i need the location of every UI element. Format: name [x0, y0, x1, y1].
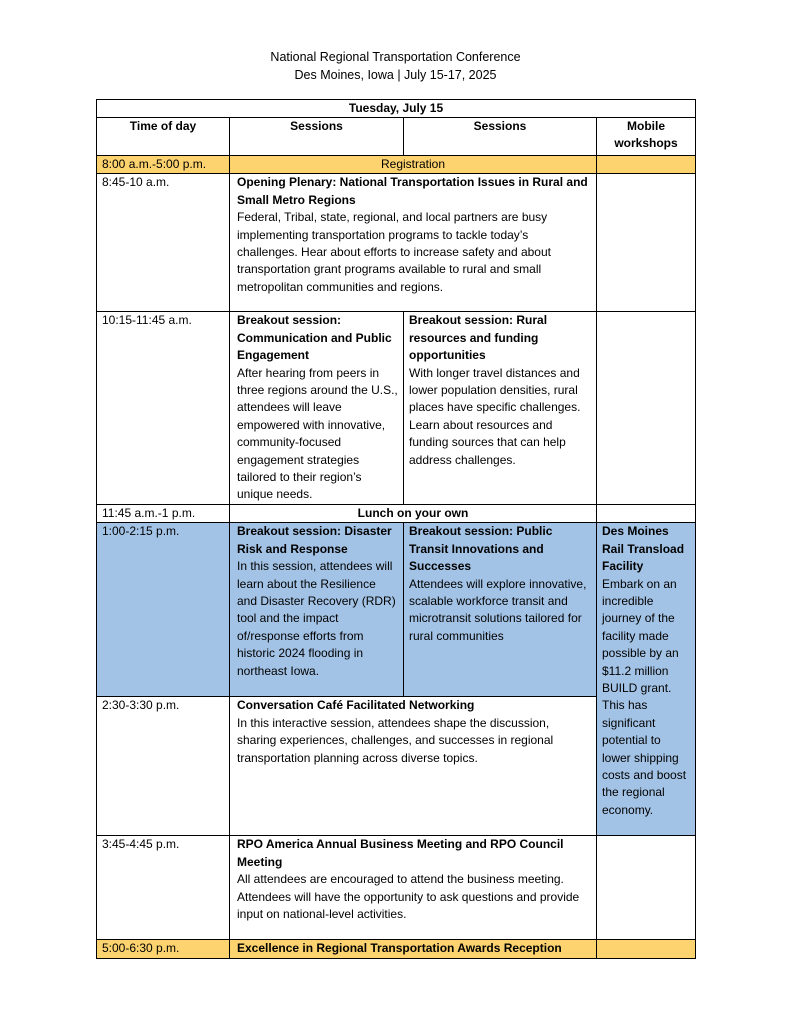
- col-header-sessions-1: Sessions: [230, 118, 404, 156]
- time-cell: 8:00 a.m.-5:00 p.m.: [97, 156, 230, 174]
- time-cell: 10:15-11:45 a.m.: [97, 312, 230, 504]
- empty-workshop-cell: [597, 174, 696, 312]
- column-header-row: [97, 118, 696, 156]
- col-header-sessions-2: Sessions: [404, 118, 597, 156]
- time-cell: 8:45-10 a.m.: [97, 174, 230, 312]
- workshop-title: Des Moines Rail Transload Facility: [602, 524, 685, 574]
- col-header-time: Time of day: [97, 118, 230, 156]
- opening-plenary-row: [97, 174, 696, 312]
- lunch-row: [97, 504, 696, 522]
- time-cell: 11:45 a.m.-1 p.m.: [97, 504, 230, 522]
- empty-workshop-cell: [597, 504, 696, 522]
- conference-location-dates: Des Moines, Iowa | July 15-17, 2025: [294, 68, 497, 82]
- time-cell: 2:30-3:30 p.m.: [97, 697, 230, 836]
- session-description: After hearing from peers in three regions around the U.S., attendees will leave empowered with innovative, community-focused engagement strategies tailored to their region’s unique needs.: [237, 365, 398, 502]
- time-cell: 3:45-4:45 p.m.: [97, 836, 230, 940]
- session-description: Attendees will explore innovative, scalable workforce transit and microtransit solutions tailored for rural communities: [409, 576, 587, 643]
- registration-title: Registration: [230, 156, 597, 174]
- session-title: Breakout session: Rural resources and funding opportunities: [409, 313, 548, 363]
- day-header-row: [97, 100, 696, 118]
- session-cell: [230, 174, 597, 312]
- breakout-2-row: [97, 523, 696, 697]
- session-title: Breakout session: Disaster Risk and Response: [237, 524, 392, 556]
- empty-workshop-cell: [597, 156, 696, 174]
- session-title: Opening Plenary: National Transportation Issues in Rural and Small Metro Regions: [237, 175, 588, 207]
- session-description: With longer travel distances and lower population densities, rural places have specific challenges. Learn about resources and funding sources that can help address challenges.: [409, 365, 581, 467]
- session-description: In this session, attendees will learn about the Resilience and Disaster Recovery (RDR) tool and the impact of/response efforts from historic 2024 flooding in northeast Iowa.: [237, 559, 396, 678]
- registration-row: [97, 156, 696, 174]
- time-cell: 5:00-6:30 p.m.: [97, 940, 230, 958]
- awards-row: [97, 940, 696, 958]
- schedule-table: [96, 99, 696, 959]
- col-header-mobile-workshops: Mobile workshops: [597, 118, 696, 156]
- time-cell: 1:00-2:15 p.m.: [97, 523, 230, 697]
- session-cell: [230, 697, 597, 836]
- session-cell: [230, 836, 597, 940]
- awards-title: Excellence in Regional Transportation Awards Reception: [230, 940, 597, 958]
- session-title: Breakout session: Public Transit Innovations and Successes: [409, 524, 553, 574]
- session-title: RPO America Annual Business Meeting and RPO Council Meeting: [237, 837, 564, 869]
- session-title: Breakout session: Communication and Public Engagement: [237, 313, 392, 363]
- session-cell: [404, 523, 597, 697]
- session-description: In this interactive session, attendees shape the discussion, sharing experiences, challenges, and successes in regional transportation planning across diverse topics.: [237, 715, 554, 765]
- breakout-1-row: [97, 312, 696, 504]
- empty-workshop-cell: [597, 940, 696, 958]
- session-title: Conversation Café Facilitated Networking: [237, 698, 475, 713]
- conference-title: National Regional Transportation Conference: [270, 50, 521, 64]
- session-description: All attendees are encouraged to attend the business meeting. Attendees will have the opportunity to ask questions and provide input on national-level activities.: [237, 872, 580, 921]
- page-header: [0, 48, 791, 84]
- empty-workshop-cell: [597, 312, 696, 504]
- session-cell: [230, 523, 404, 697]
- business-meeting-row: [97, 836, 696, 940]
- day-title: Tuesday, July 15: [97, 100, 696, 118]
- empty-workshop-cell: [597, 836, 696, 940]
- lunch-title: Lunch on your own: [230, 504, 597, 522]
- workshop-description: Embark on an incredible journey of the facility made possible by an $11.2 million BUILD grant. This has significant potential to lower shipping costs and boost the regional economy.: [602, 576, 687, 817]
- session-description: Federal, Tribal, state, regional, and local partners are busy implementing transportation programs to tackle today’s challenges. Hear about efforts to increase safety and about transportation grant programs available to rural and small metropolitan communities and regions.: [237, 210, 551, 294]
- session-cell: [230, 312, 404, 504]
- session-cell: [404, 312, 597, 504]
- mobile-workshop-cell: [597, 523, 696, 836]
